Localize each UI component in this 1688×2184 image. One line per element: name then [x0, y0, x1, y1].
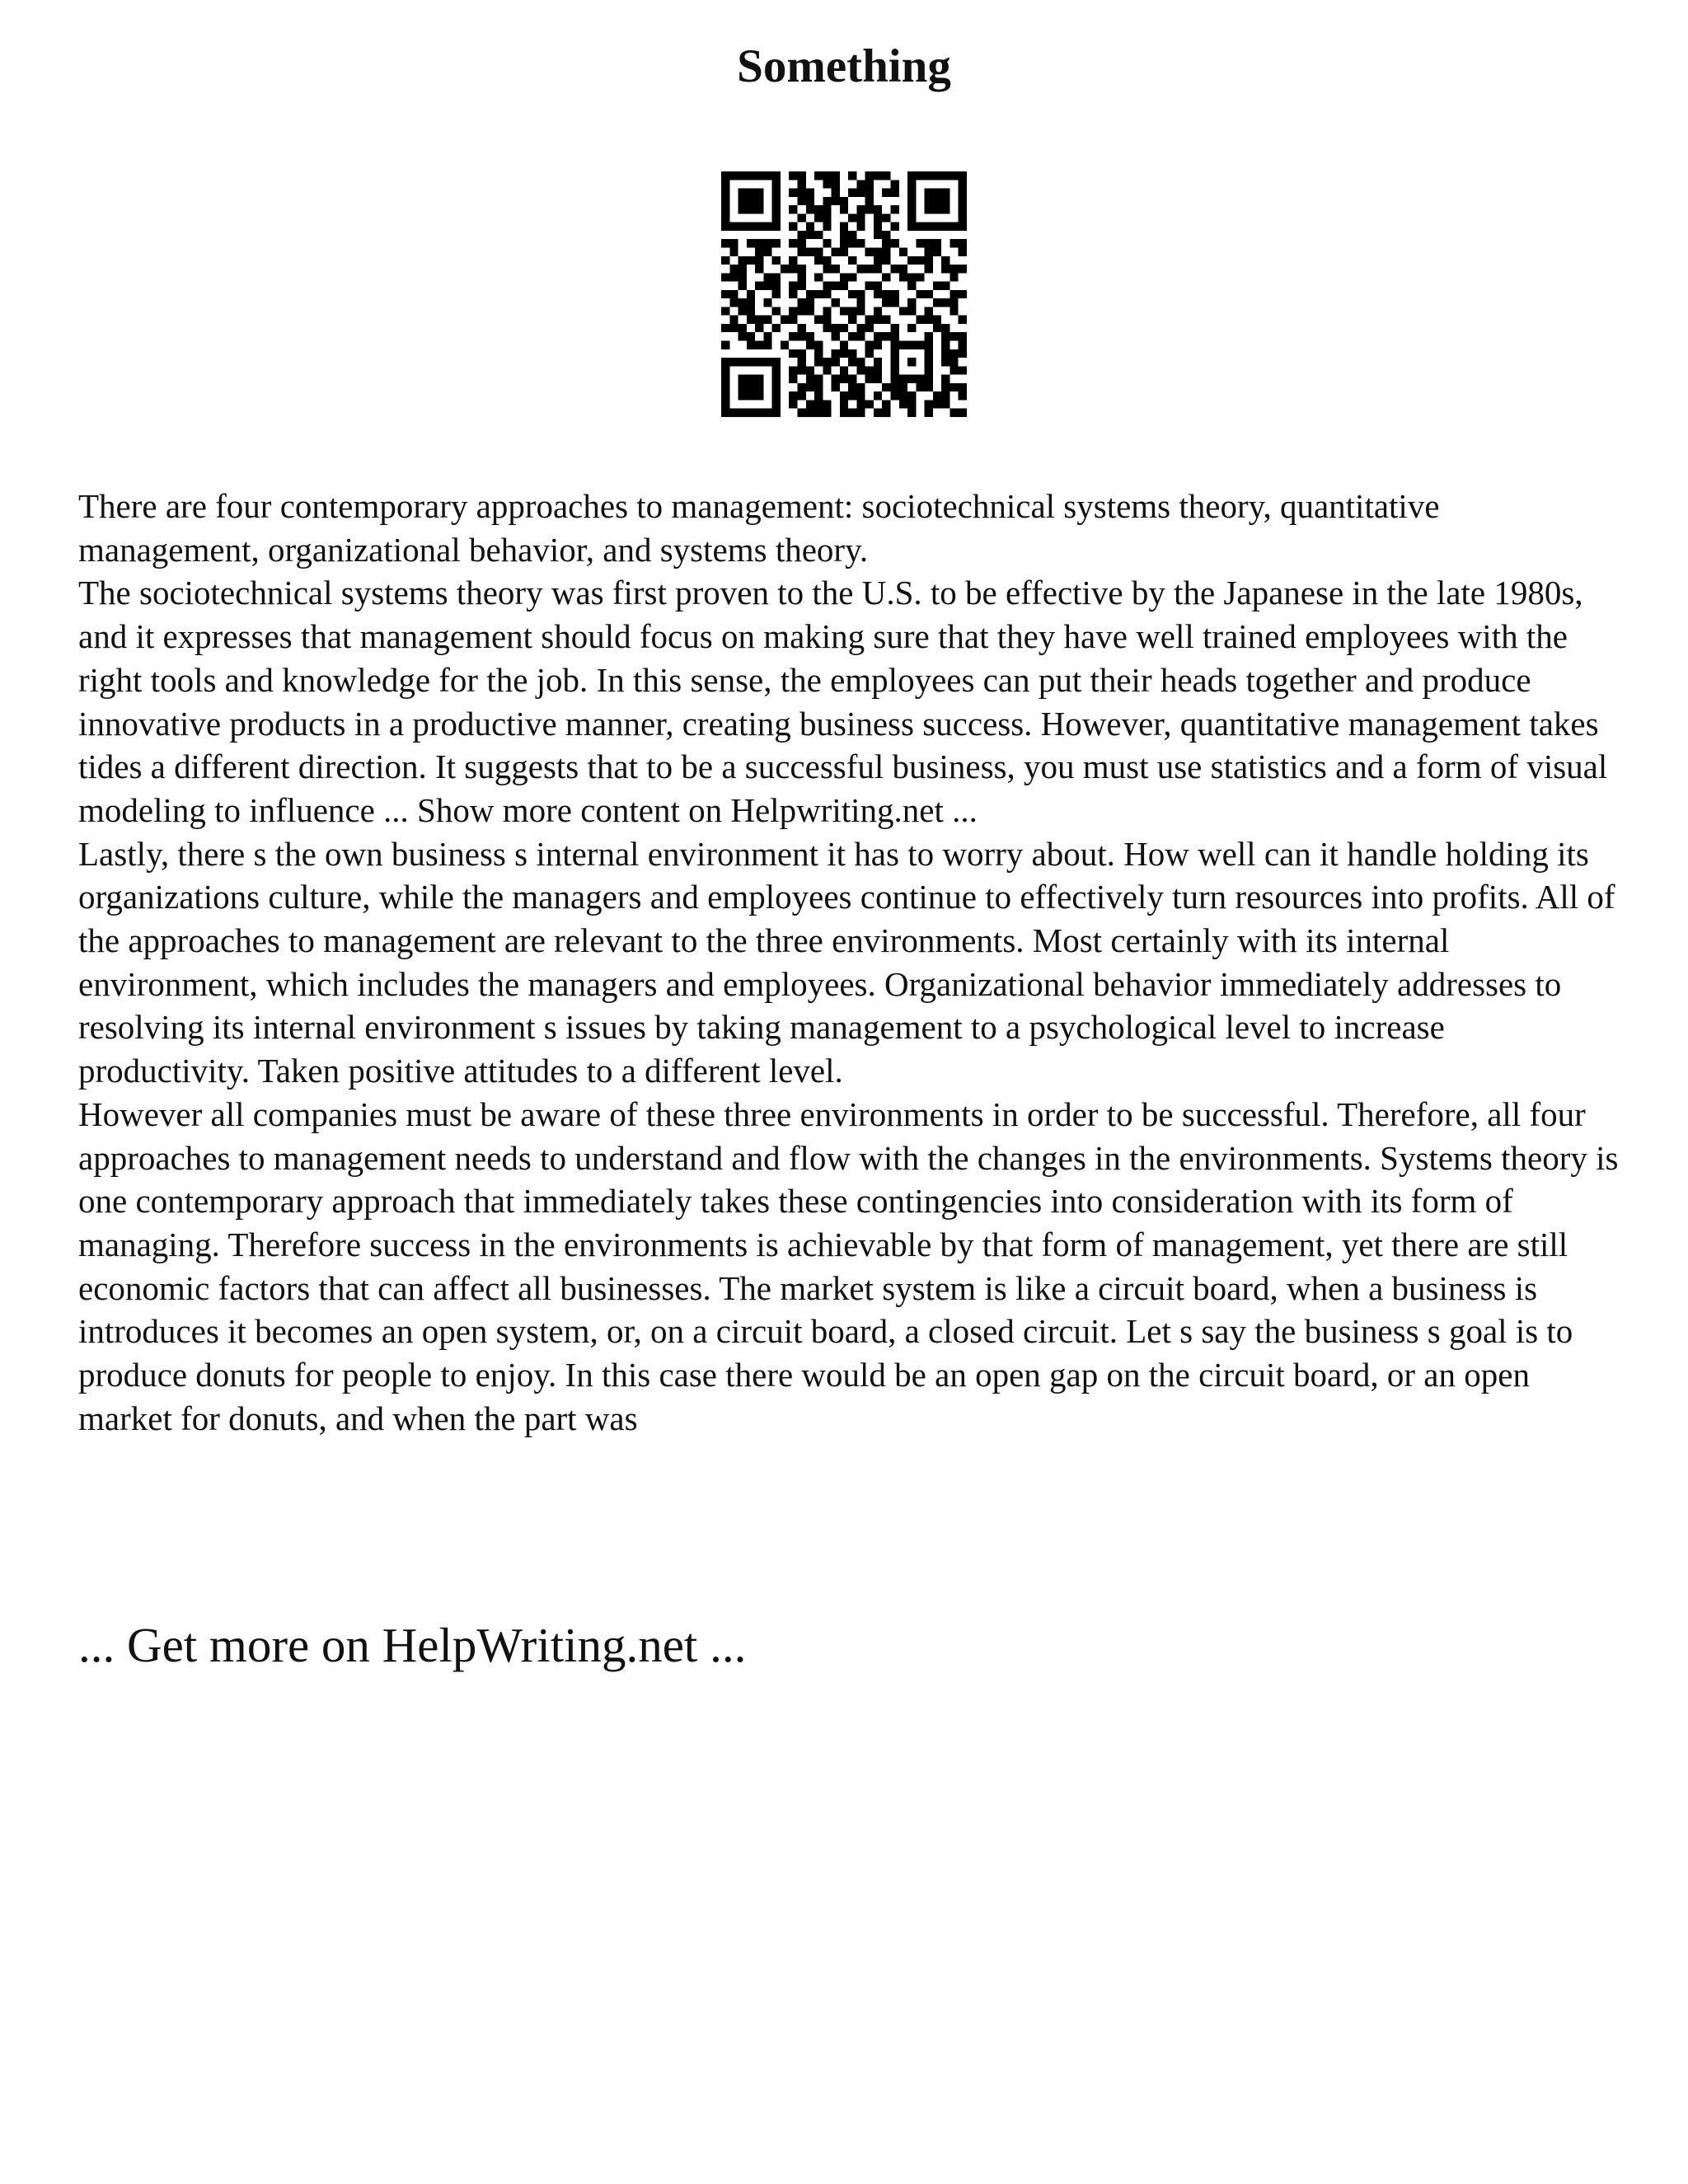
article-body [78, 485, 1620, 1440]
paragraph: Lastly, there s the own business s internal environment it has to worry about. How well can it handle holding its organizations culture, while the managers and employees continue to effectively turn resources into profits. All of the approaches to management are relevant to the three environments. Most certainly with its internal environment, which includes the managers and employees. Organizational behavior immediately addresses to resolving its internal environment s issues by taking management to a psychological level to increase productivity. Taken positive attitudes to a different level. [78, 834, 1615, 1090]
get-more-link[interactable]: ... Get more on HelpWriting.net ... [78, 1618, 747, 1672]
page-title: Something [737, 40, 951, 92]
paragraph: There are four contemporary approaches to management: sociotechnical systems theory, quantitative management, organizational behavior, and systems theory. [78, 487, 1440, 569]
paragraph: The sociotechnical systems theory was first proven to the U.S. to be effective by the Japanese in the late 1980s, and it expresses that management should focus on making sure that they have well trained employees with the right tools and knowledge for the job. In this sense, the employees can put their heads together and produce innovative products in a productive manner, creating business success. However, quantitative management takes tides a different direction. It suggests that to be a successful business, you must use statistics and a form of visual modeling to influence ... Show more content on Helpwriting.net ... [78, 574, 1608, 829]
qr-code-icon [721, 171, 967, 417]
paragraph: However all companies must be aware of these three environments in order to be successful. Therefore, all four approaches to management needs to understand and flow with the changes in the environments. Systems theory is one contemporary approach that immediately takes these contingencies into consideration with its form of managing. Therefore success in the environments is achievable by that form of management, yet there are still economic factors that can affect all businesses. The market system is like a circuit board, when a business is introduces it becomes an open system, or, on a circuit board, a closed circuit. Let s say the business s goal is to produce donuts for people to enjoy. In this case there would be an open gap on the circuit board, or an open market for donuts, and when the part was [78, 1094, 1619, 1437]
